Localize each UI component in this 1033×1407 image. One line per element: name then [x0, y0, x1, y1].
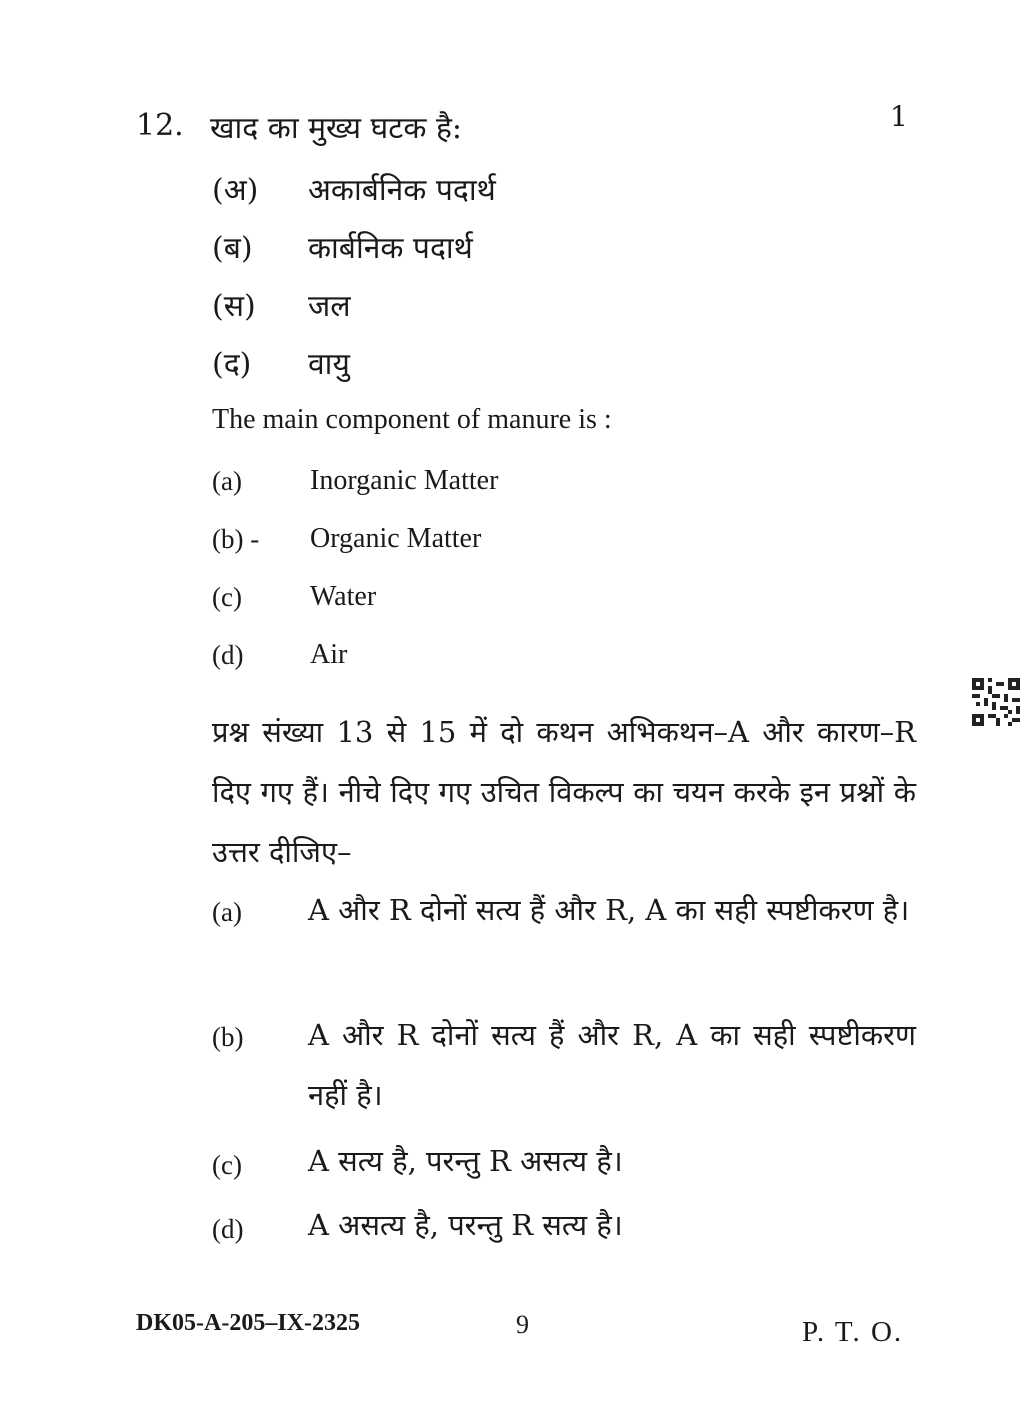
hindi-option-text: कार्बनिक पदार्थ — [308, 231, 473, 266]
english-option-label: (d) — [212, 640, 244, 670]
hindi-option-label: (स) — [212, 289, 256, 324]
hindi-option-text: वायु — [308, 347, 350, 382]
qr-code-icon — [972, 678, 1020, 726]
hindi-option-label: (ब) — [212, 231, 253, 266]
english-option-text: Water — [310, 581, 377, 612]
ar-option-text: A और R दोनों सत्य हैं और R, A का सही स्पष्टीकरण है। — [308, 893, 910, 927]
ar-option-text: A और R दोनों सत्य हैं और R, A का सही स्पष्टीकरण नहीं है। — [308, 1018, 916, 1112]
paper-code: DK05-A-205–IX-2325 — [136, 1310, 360, 1336]
please-turn-over: P. T. O. — [802, 1316, 904, 1348]
english-option-text: Organic Matter — [310, 523, 482, 554]
ar-option-text: A असत्य है, परन्तु R सत्य है। — [308, 1208, 623, 1242]
question-marks: 1 — [890, 100, 908, 133]
hindi-option-label: (अ) — [212, 173, 259, 208]
english-option-label: (b) - — [212, 524, 260, 554]
question-number: 12. — [136, 108, 184, 143]
english-option-label: (a) — [212, 466, 242, 496]
question-text-english: The main component of manure is : — [212, 404, 612, 435]
english-option-text: Air — [310, 639, 348, 670]
hindi-option-label: (द) — [212, 347, 252, 382]
ar-option-text: A सत्य है, परन्तु R असत्य है। — [308, 1144, 623, 1178]
page-number: 9 — [516, 1310, 529, 1339]
question-text-hindi: खाद का मुख्य घटक है: — [210, 111, 463, 146]
ar-option-label: (c) — [212, 1150, 242, 1180]
assertion-reason-instructions: प्रश्न संख्या 13 से 15 में दो कथन अभिकथन–A और कारण–R दिए गए हैं। नीचे दिए गए उचित विकल्प का चयन करके इन प्रश्नों के उत्तर दीजिए– — [212, 715, 916, 869]
ar-option-label: (b) — [212, 1022, 244, 1052]
english-option-label: (c) — [212, 582, 242, 612]
english-option-text: Inorganic Matter — [310, 465, 499, 496]
ar-option-label: (a) — [212, 897, 242, 927]
hindi-option-text: जल — [308, 289, 351, 324]
ar-option-label: (d) — [212, 1214, 244, 1244]
hindi-option-text: अकार्बनिक पदार्थ — [308, 173, 496, 208]
